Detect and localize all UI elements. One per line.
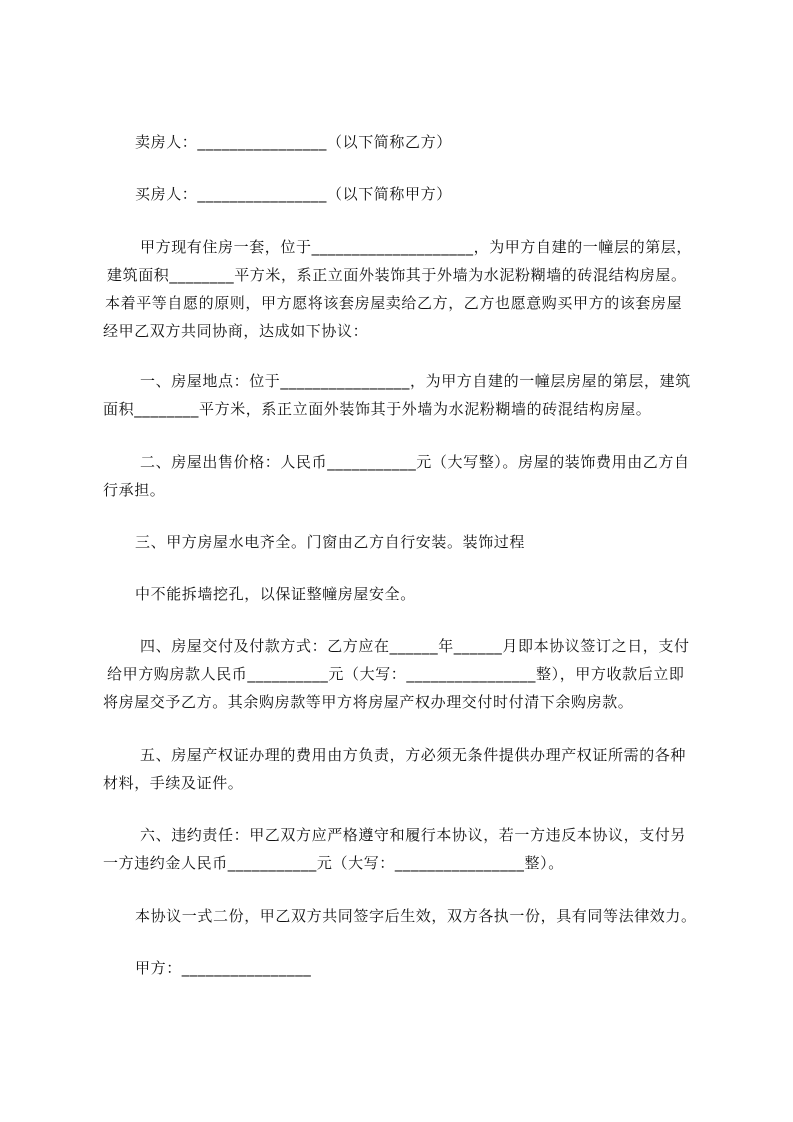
- clause-6-line-1: 六、违约责任：甲乙双方应严格遵守和履行本协议，若一方违反本协议，支付另: [140, 826, 687, 844]
- clause-1-line-1: 一、房屋地点：位于________________，为甲方自建的一幢层房屋的第层，建筑: [140, 372, 691, 390]
- intro-line-3: 本着平等自愿的原则，甲方愿将该套房屋卖给乙方，乙方也愿意购买甲方的该套房屋: [105, 294, 683, 312]
- closing-line: 本协议一式二份，甲乙双方共同签字后生效，双方各执一份，具有同等法律效力。: [135, 907, 697, 925]
- buyer-line: 买房人：________________（以下简称甲方）: [135, 185, 452, 203]
- clause-2-line-1: 二、房屋出售价格：人民币___________元（大写整）。房屋的装饰费用由乙方自: [140, 453, 690, 471]
- intro-line-4: 经甲乙双方共同协商，达成如下协议：: [103, 322, 369, 340]
- signature-party-a: 甲方：________________: [135, 959, 312, 977]
- clause-4-line-2: 给甲方购房款人民币__________元（大写：________________整），甲方收款后立即: [107, 665, 685, 683]
- seller-line: 卖房人：________________（以下简称乙方）: [135, 133, 452, 151]
- clause-3-line-2: 中不能拆墙挖孔，以保证整幢房屋安全。: [135, 585, 416, 603]
- clause-5-line-1: 五、房屋产权证办理的费用由方负责，方必须无条件提供办理产权证所需的各种: [140, 746, 687, 764]
- clause-2-line-2: 行承担。: [103, 481, 166, 499]
- clause-1-line-2: 面积________平方米，系正立面外装饰其于外墙为水泥粉糊墙的砖混结构房屋。: [103, 400, 652, 418]
- clause-4-line-1: 四、房屋交付及付款方式：乙方应在______年______月即本协议签订之日，支付: [140, 637, 690, 655]
- clause-6-line-2: 一方违约金人民币___________元（大写：________________整）。: [103, 854, 564, 872]
- intro-line-1: 甲方现有住房一套，位于____________________，为甲方自建的一幢层的第层，: [140, 238, 693, 256]
- clause-4-line-3: 将房屋交予乙方。其余购房款等甲方将房屋产权办理交付时付清下余购房款。: [103, 693, 634, 711]
- intro-line-2: 建筑面积________平方米，系正立面外装饰其于外墙为水泥粉糊墙的砖混结构房屋。: [107, 266, 687, 284]
- clause-5-line-2: 材料，手续及证件。: [103, 774, 244, 792]
- clause-3-line-1: 三、甲方房屋水电齐全。门窗由乙方自行安装。装饰过程: [135, 533, 526, 551]
